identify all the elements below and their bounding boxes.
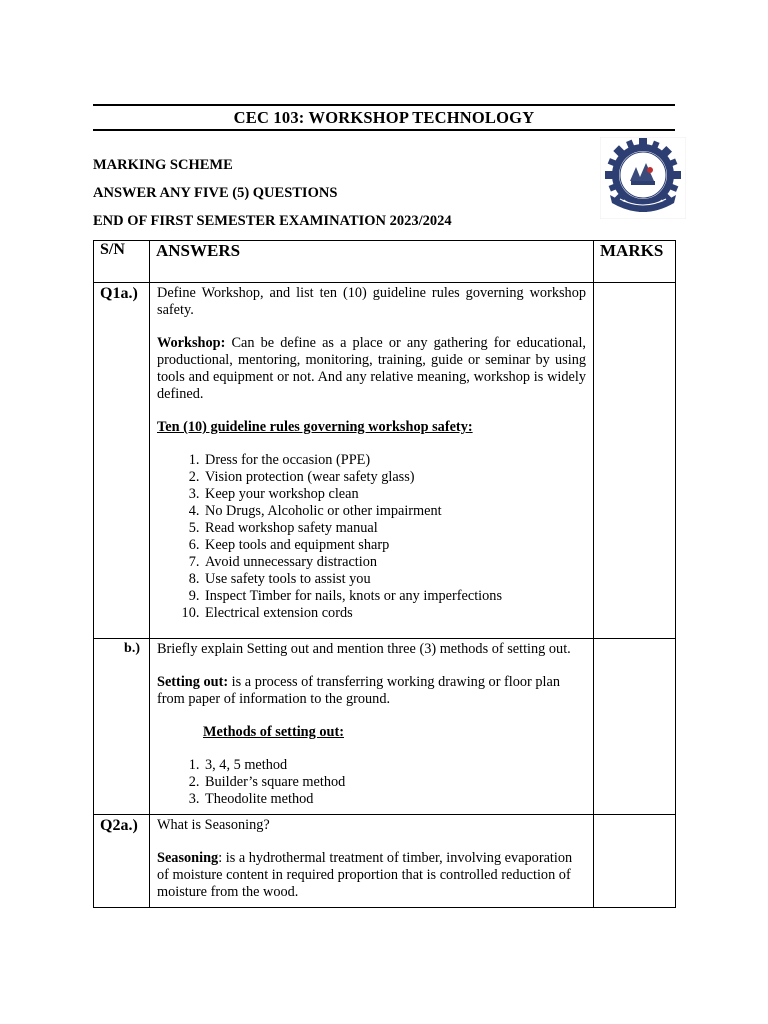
question-text: What is Seasoning? <box>157 817 270 833</box>
table-header-row <box>94 241 676 283</box>
question-text: Briefly explain Setting out and mention three (3) methods of setting out. <box>157 641 571 657</box>
exam-session-heading: END OF FIRST SEMESTER EXAMINATION 2023/2024 <box>93 213 452 229</box>
definition-text: is a process of transferring working drawing or floor plan from paper of information to the ground. <box>157 674 561 707</box>
answer-cell <box>150 639 594 815</box>
instruction-heading: ANSWER ANY FIVE (5) QUESTIONS <box>93 185 338 201</box>
definition-paragraph <box>157 850 586 901</box>
definition-text: Can be define as a place or any gathering for educational, productional, mentoring, monitoring, training, guide or seminar by using tools and equipment or not. And any relative meaning, workshop is widely defined. <box>157 335 586 402</box>
answer-cell <box>150 283 594 639</box>
table-row-q1b <box>94 639 676 815</box>
setting-out-methods-list <box>157 757 586 808</box>
marks-cell <box>594 815 676 908</box>
list-item: 2. Vision protection (wear safety glass) <box>203 469 586 486</box>
list-item: 7. Avoid unnecessary distraction <box>203 554 586 571</box>
question-number: b.) <box>94 639 150 815</box>
answer-cell <box>150 815 594 908</box>
definition-paragraph <box>157 335 586 403</box>
question-number: Q2a.) <box>94 815 150 908</box>
table-row-q2a <box>94 815 676 908</box>
list-item: 5. Read workshop safety manual <box>203 520 586 537</box>
answers-column-header: ANSWERS <box>150 241 594 283</box>
list-item: 8. Use safety tools to assist you <box>203 571 586 588</box>
marks-cell <box>594 283 676 639</box>
definition-term: Seasoning <box>157 850 219 866</box>
question-number: Q1a.) <box>94 283 150 639</box>
list-item: 2. Builder’s square method <box>203 774 586 791</box>
list-item: 1. 3, 4, 5 method <box>203 757 586 774</box>
marking-scheme-table <box>93 240 676 908</box>
list-item: 3. Theodolite method <box>203 791 586 808</box>
sn-column-header: S/N <box>94 241 150 283</box>
list-item: 1. Dress for the occasion (PPE) <box>203 452 586 469</box>
document-title: CEC 103: WORKSHOP TECHNOLOGY <box>233 108 535 127</box>
marks-cell <box>594 639 676 815</box>
methods-heading: Methods of setting out: <box>203 724 344 740</box>
definition-text: : is a hydrothermal treatment of timber, involving evaporation of moisture content in required proportion that is controlled reduction of moisture from the wood. <box>157 850 573 900</box>
list-item: 3. Keep your workshop clean <box>203 486 586 503</box>
list-item: 4. No Drugs, Alcoholic or other impairment <box>203 503 586 520</box>
school-crest-logo <box>600 137 686 219</box>
rules-heading: Ten (10) guideline rules governing workshop safety: <box>157 419 473 435</box>
marks-column-header: MARKS <box>594 241 676 283</box>
definition-term: Workshop: <box>157 335 226 351</box>
question-text: Define Workshop, and list ten (10) guideline rules governing workshop safety. <box>157 285 586 318</box>
list-item: 9. Inspect Timber for nails, knots or any imperfections <box>203 588 586 605</box>
definition-term: Setting out: <box>157 674 229 690</box>
definition-paragraph <box>157 674 586 708</box>
list-item: 10. Electrical extension cords <box>203 605 586 622</box>
safety-rules-list <box>157 452 586 622</box>
marking-scheme-heading: MARKING SCHEME <box>93 157 233 173</box>
document-title-block <box>93 104 675 131</box>
list-item: 6. Keep tools and equipment sharp <box>203 537 586 554</box>
table-row-q1a <box>94 283 676 639</box>
